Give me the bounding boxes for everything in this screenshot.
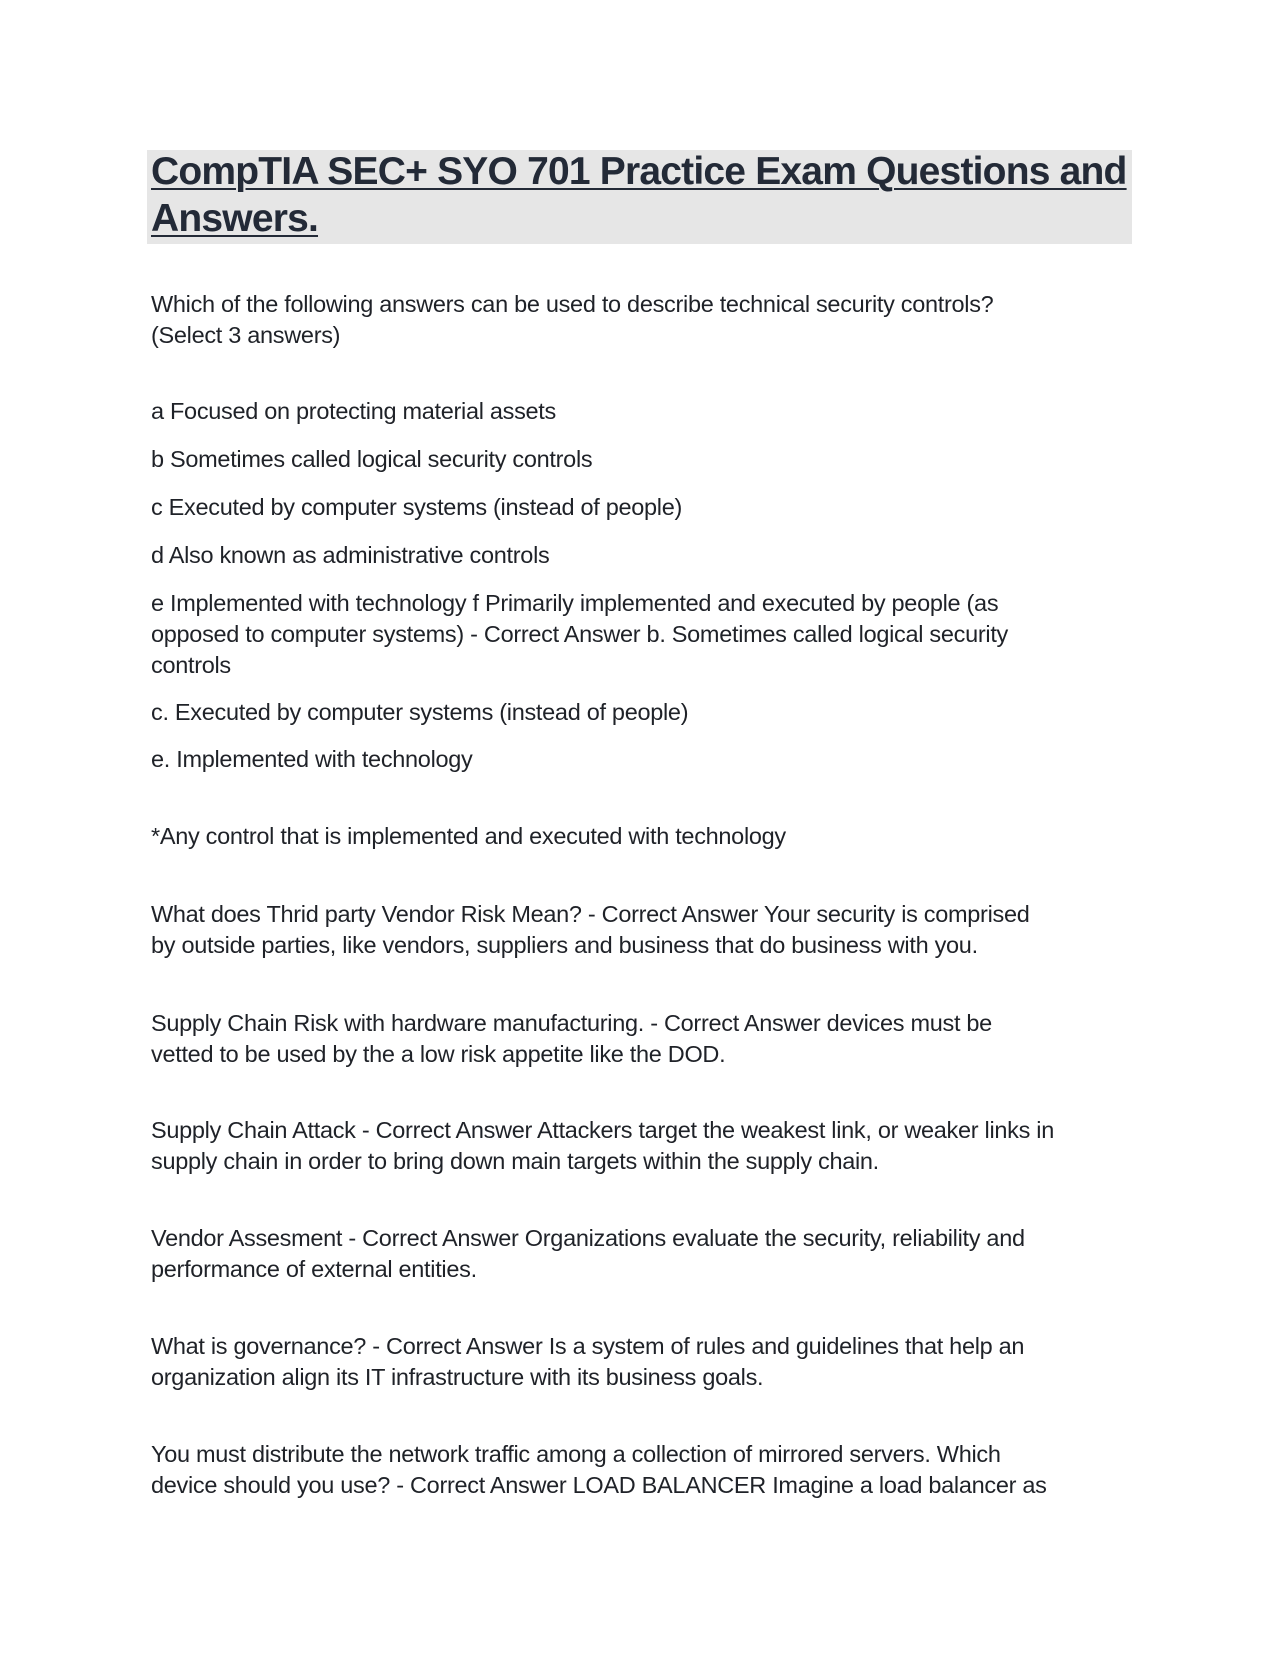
document-title <box>151 148 1131 242</box>
q1-option-ef-line-3: controls <box>151 652 231 678</box>
q2-line-2: by outside parties, like vendors, suppliers and business that do business with you. <box>151 932 978 958</box>
q1-question-line-1: Which of the following answers can be used to describe technical security controls? <box>151 291 994 317</box>
q1-option-a: a Focused on protecting material assets <box>151 398 556 424</box>
q1-answer-e: e. Implemented with technology <box>151 746 473 772</box>
q1-question-line-2: (Select 3 answers) <box>151 322 341 348</box>
q4-line-2: supply chain in order to bring down main targets within the supply chain. <box>151 1148 879 1174</box>
title-line-2: Answers. <box>151 197 319 240</box>
q5-line-1: Vendor Assesment - Correct Answer Organizations evaluate the security, reliability and <box>151 1225 1025 1251</box>
q5-line-2: performance of external entities. <box>151 1256 477 1282</box>
q4-line-1: Supply Chain Attack - Correct Answer Attackers target the weakest link, or weaker links in <box>151 1117 1054 1143</box>
q2-line-1: What does Thrid party Vendor Risk Mean? - Correct Answer Your security is comprised <box>151 901 1030 927</box>
q7-line-1: You must distribute the network traffic among a collection of mirrored servers. Which <box>151 1441 1001 1467</box>
q3-line-1: Supply Chain Risk with hardware manufacturing. - Correct Answer devices must be <box>151 1010 992 1036</box>
q1-option-c: c Executed by computer systems (instead of people) <box>151 494 682 520</box>
q3-line-2: vetted to be used by the a low risk appetite like the DOD. <box>151 1041 726 1067</box>
q1-note: *Any control that is implemented and executed with technology <box>151 823 786 849</box>
title-line-1: CompTIA SEC+ SYO 701 Practice Exam Questions and <box>151 150 1127 193</box>
q1-option-b: b Sometimes called logical security controls <box>151 446 593 472</box>
q1-option-d: d Also known as administrative controls <box>151 542 550 568</box>
q1-option-ef-line-2: opposed to computer systems) - Correct Answer b. Sometimes called logical security <box>151 621 1008 647</box>
q6-line-1: What is governance? - Correct Answer Is a system of rules and guidelines that help an <box>151 1333 1025 1359</box>
q7-line-2: device should you use? - Correct Answer LOAD BALANCER Imagine a load balancer as <box>151 1472 1047 1498</box>
q6-line-2: organization align its IT infrastructure with its business goals. <box>151 1364 764 1390</box>
q1-answer-c: c. Executed by computer systems (instead of people) <box>151 699 689 725</box>
q1-option-ef-line-1: e Implemented with technology f Primarily implemented and executed by people (as <box>151 590 999 616</box>
